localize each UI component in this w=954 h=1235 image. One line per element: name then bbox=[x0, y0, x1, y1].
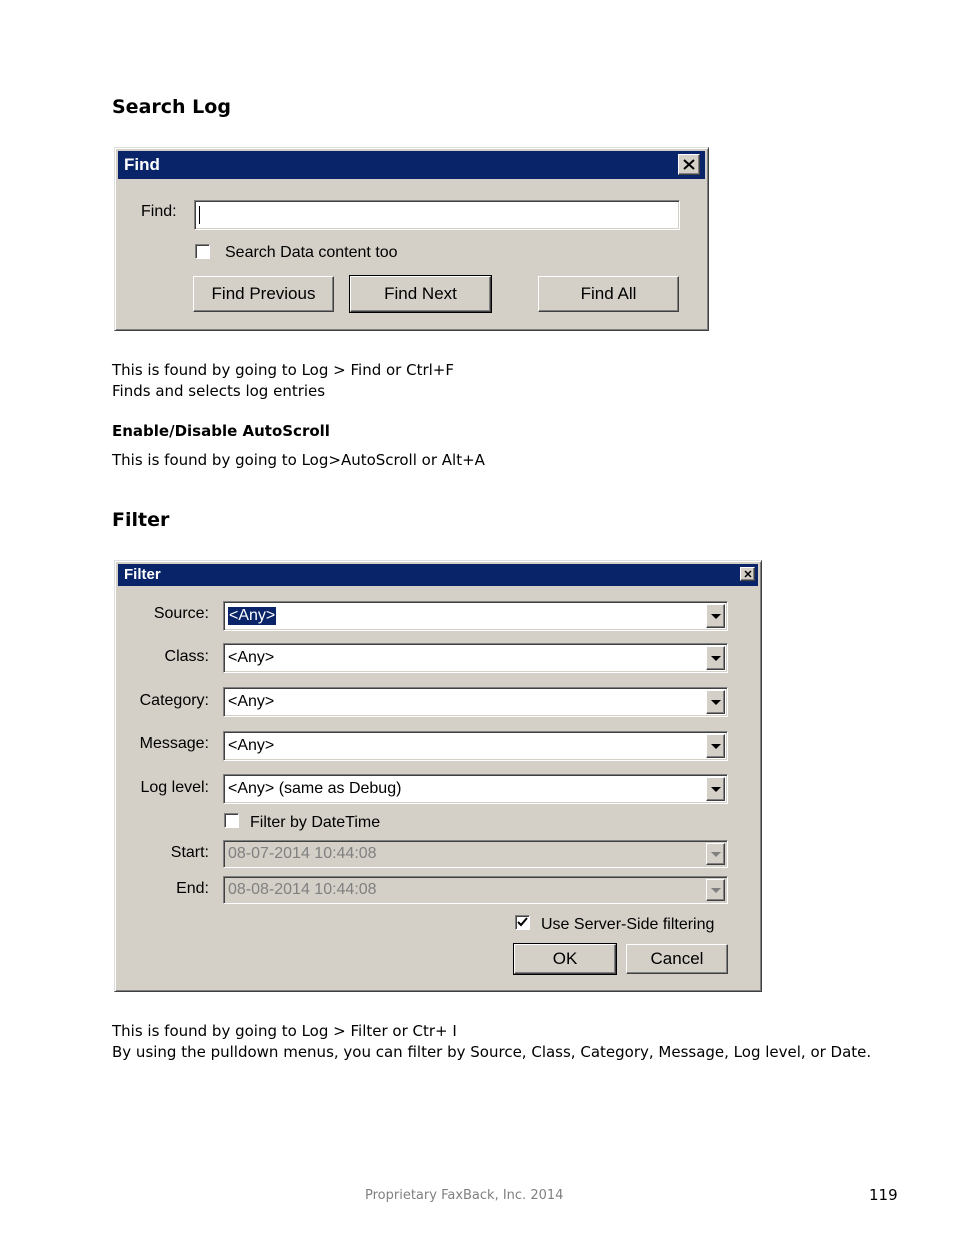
close-icon bbox=[683, 159, 695, 170]
class-dropdown[interactable] bbox=[223, 643, 728, 673]
section-heading-search-log: Search Log bbox=[112, 96, 231, 118]
start-label: Start: bbox=[170, 844, 209, 861]
category-dropdown[interactable] bbox=[223, 687, 728, 717]
category-value: <Any> bbox=[228, 693, 275, 710]
log-level-value: <Any> (same as Debug) bbox=[228, 780, 402, 797]
section-heading-filter: Filter bbox=[112, 509, 170, 531]
chevron-down-icon[interactable] bbox=[706, 604, 725, 628]
filter-dialog bbox=[114, 560, 762, 992]
source-label: Source: bbox=[153, 605, 209, 622]
filter-by-datetime-label: Filter by DateTime bbox=[250, 814, 381, 831]
find-dialog-titlebar bbox=[118, 151, 705, 179]
search-instruction: This is found by going to Log > Find or Ctrl+F bbox=[112, 361, 454, 379]
end-datetime-picker bbox=[223, 876, 728, 904]
search-data-checkbox-label: Search Data content too bbox=[225, 244, 398, 261]
start-datetime-picker bbox=[223, 840, 728, 868]
source-value: <Any> bbox=[229, 607, 276, 624]
find-close-button[interactable] bbox=[678, 154, 700, 175]
find-previous-button[interactable]: Find Previous bbox=[193, 276, 334, 312]
filter-description: By using the pulldown menus, you can filter by Source, Class, Category, Message, Log level, or Date. bbox=[112, 1043, 872, 1061]
message-label: Message: bbox=[139, 735, 209, 752]
close-icon bbox=[744, 570, 752, 578]
filter-dialog-titlebar bbox=[118, 564, 758, 586]
end-value: 08-08-2014 10:44:08 bbox=[228, 881, 377, 898]
search-data-checkbox[interactable] bbox=[195, 244, 210, 259]
server-side-filtering-checkbox[interactable] bbox=[515, 915, 530, 930]
chevron-down-icon bbox=[706, 843, 725, 865]
autoscroll-heading: Enable/Disable AutoScroll bbox=[112, 422, 330, 440]
find-all-button[interactable]: Find All bbox=[538, 276, 679, 312]
find-label: Find: bbox=[141, 203, 177, 220]
end-label: End: bbox=[176, 880, 209, 897]
class-label: Class: bbox=[164, 648, 209, 665]
cancel-button[interactable]: Cancel bbox=[626, 944, 728, 974]
find-dialog bbox=[114, 147, 709, 331]
filter-instruction: This is found by going to Log > Filter or Ctr+ I bbox=[112, 1022, 457, 1040]
checkmark-icon bbox=[517, 917, 528, 928]
filter-close-button[interactable] bbox=[740, 567, 755, 581]
ok-button[interactable]: OK bbox=[514, 944, 616, 974]
log-level-dropdown[interactable] bbox=[223, 774, 728, 804]
autoscroll-instruction: This is found by going to Log>AutoScroll or Alt+A bbox=[112, 451, 485, 469]
class-value: <Any> bbox=[228, 649, 275, 666]
source-dropdown[interactable] bbox=[223, 601, 728, 631]
chevron-down-icon[interactable] bbox=[706, 777, 725, 801]
chevron-down-icon[interactable] bbox=[706, 646, 725, 670]
server-side-filtering-label: Use Server-Side filtering bbox=[541, 916, 715, 933]
start-value: 08-07-2014 10:44:08 bbox=[228, 845, 377, 862]
filter-dialog-title: Filter bbox=[124, 566, 161, 583]
find-next-button[interactable]: Find Next bbox=[350, 276, 491, 312]
filter-by-datetime-checkbox[interactable] bbox=[224, 813, 239, 828]
text-cursor bbox=[199, 206, 200, 224]
search-description: Finds and selects log entries bbox=[112, 382, 326, 400]
find-input[interactable] bbox=[194, 200, 680, 230]
log-level-label: Log level: bbox=[140, 779, 209, 796]
category-label: Category: bbox=[139, 692, 209, 709]
chevron-down-icon[interactable] bbox=[706, 734, 725, 758]
find-dialog-title: Find bbox=[124, 155, 160, 174]
footer-text: Proprietary FaxBack, Inc. 2014 bbox=[365, 1188, 564, 1203]
chevron-down-icon bbox=[706, 879, 725, 901]
chevron-down-icon[interactable] bbox=[706, 690, 725, 714]
page-number: 119 bbox=[869, 1186, 898, 1204]
message-value: <Any> bbox=[228, 737, 275, 754]
message-dropdown[interactable] bbox=[223, 731, 728, 761]
